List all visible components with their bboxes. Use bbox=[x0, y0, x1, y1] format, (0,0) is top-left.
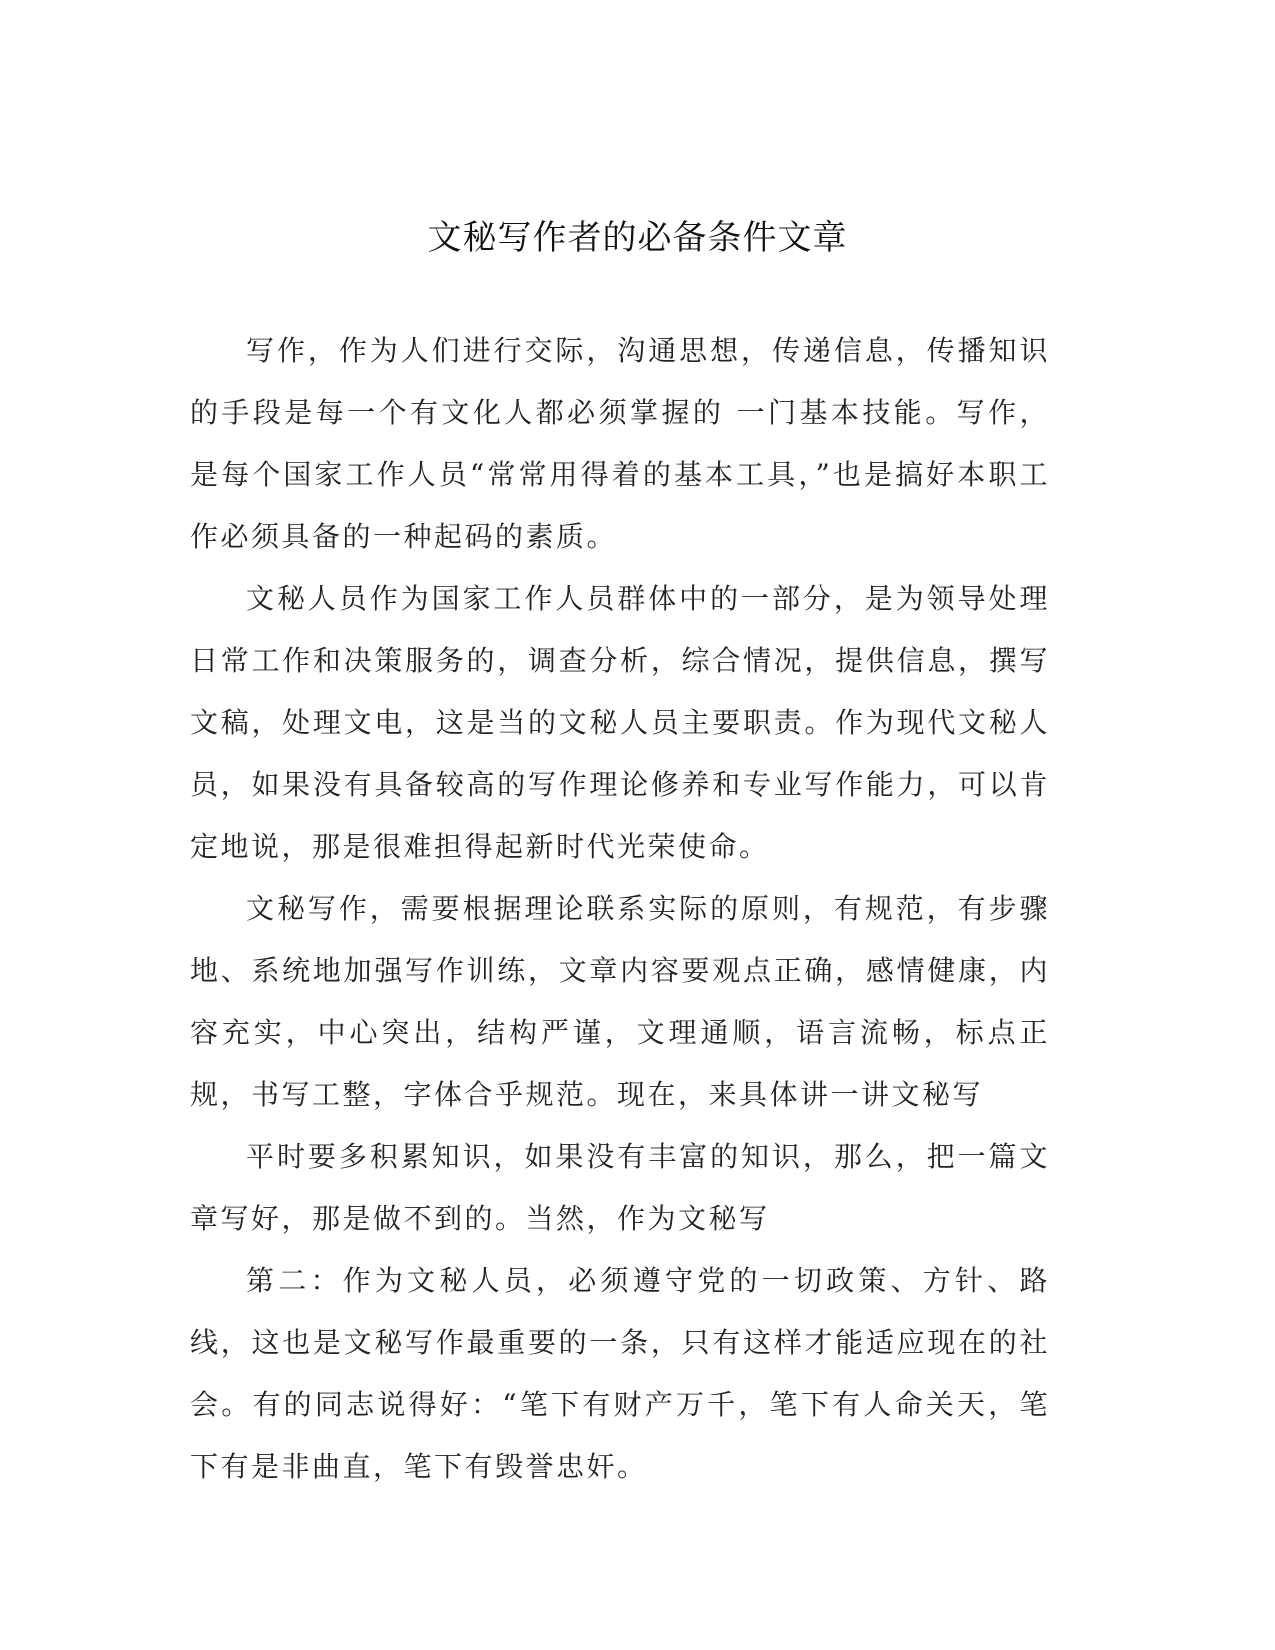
paragraph: 文秘人员作为国家工作人员群体中的一部分，是为领导处理日常工作和决策服务的，调查分析，综合情况，提供信息，撰写文稿，处理文电，这是当的文秘人员主要职责。作为现代文秘人员，如果没有具备较高的写作理论修养和专业写作能力，可以肯定地说，那是很难担得起新时代光荣使命。 bbox=[190, 582, 1050, 863]
paragraph: 文秘写作，需要根据理论联系实际的原则，有规范，有步骤地、系统地加强写作训练，文章内容要观点正确，感情健康，内容充实，中心突出，结构严谨，文理通顺，语言流畅，标点正规，书写工整，字体合乎规范。现在，来具体讲一讲文秘写 bbox=[190, 892, 1050, 1111]
document-body bbox=[190, 320, 1050, 1498]
document-title: 文秘写作者的必备条件文章 bbox=[427, 218, 848, 258]
paragraph: 写作，作为人们进行交际，沟通思想，传递信息，传播知识的手段是每一个有文化人都必须掌握的 一门基本技能。写作，是每个国家工作人员“常常用得着的基本工具，”也是搞好本职工作必须具备的一种起码的素质。 bbox=[190, 334, 1050, 553]
paragraph: 平时要多积累知识，如果没有丰富的知识，那么，把一篇文章写好，那是做不到的。当然，作为文秘写 bbox=[190, 1140, 1050, 1235]
paragraph: 第二：作为文秘人员，必须遵守党的一切政策、方针、路线，这也是文秘写作最重要的一条，只有这样才能适应现在的社会。有的同志说得好：“笔下有财产万千，笔下有人命关天，笔下有是非曲直，笔下有毁誉忠奸。 bbox=[190, 1264, 1050, 1483]
